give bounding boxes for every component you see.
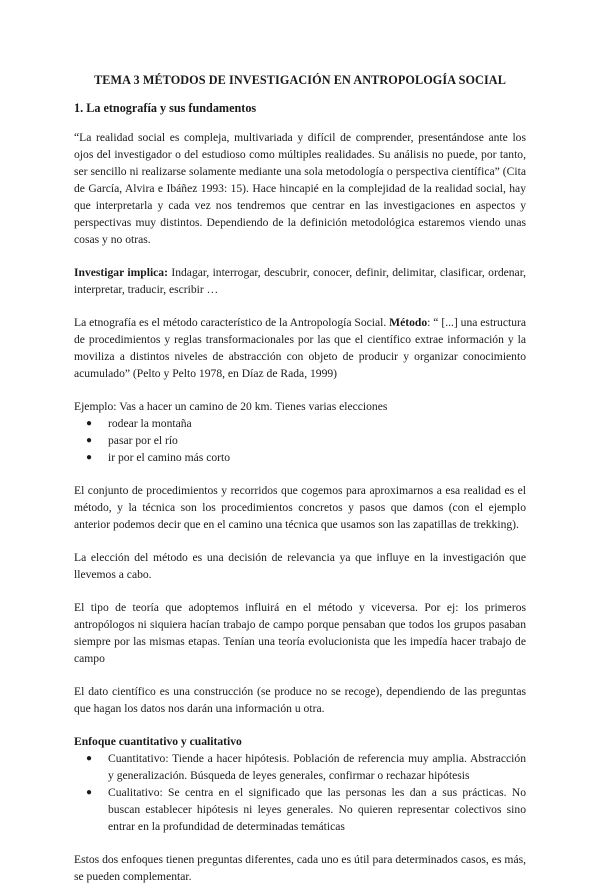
paragraph-complementar: Estos dos enfoques tienen preguntas diferentes, cada uno es útil para determinados casos, es más, se pueden complementar. bbox=[74, 853, 526, 883]
approach-list bbox=[74, 750, 526, 835]
bullet-icon: ● bbox=[86, 452, 93, 463]
section-heading-etnografia: 1. La etnografía y sus fundamentos bbox=[74, 101, 257, 115]
example-list bbox=[74, 415, 526, 466]
paragraph-metodo bbox=[74, 314, 526, 382]
list-item: ● rodear la montaña bbox=[86, 417, 192, 430]
list-item: ● ir por el camino más corto bbox=[86, 451, 231, 464]
list-item: ● pasar por el río bbox=[86, 434, 178, 447]
paragraph-realidad-social: “La realidad social es compleja, multivariada y difícil de comprender, presentándose ante los ojos del investigador o del estudioso como múltiples realidades. Su análisis no puede, por tanto, ser sencillo ni realizarse solamente mediante una sola metodología o perspectiva científica” (Cita de García, Alvira e Ibáñez 1993: 15). Hace hincapié en la complejidad de la realidad social, hay que interpretarla y cada vez nos tendremos que centrar en las investigaciones en aspectos y perspectivas muy distintos. Dependiendo de la definición metodológica estaremos viendo unas cosas y no otras. bbox=[74, 131, 526, 246]
bullet-icon: ● bbox=[86, 435, 93, 446]
paragraph-metodo-tecnica: El conjunto de procedimientos y recorridos que cogemos para aproximarnos a esa realidad es el método, y la técnica son los procedimientos concretos y pasos que damos (con el ejemplo anterior podemos decir que en el camino una técnica que usamos son las zapatillas de trekking). bbox=[74, 484, 526, 531]
section-heading-enfoques: Enfoque cuantitativo y cualitativo bbox=[74, 735, 242, 748]
bullet-icon: ● bbox=[86, 418, 93, 429]
list-item: ● Cuantitativo: Tiende a hacer hipótesis. Población de referencia muy amplia. Abstracción y generalización. Búsqueda de leyes generales, confirmar o rechazar hipótesis bbox=[86, 752, 526, 782]
paragraph-dato-cientifico: El dato científico es una construcción (se produce no se recoge), dependiendo de las preguntas que hagan los datos nos darán una información u otra. bbox=[74, 685, 526, 715]
metodo-intro: La etnografía es el método característico de la Antropología Social. bbox=[74, 316, 390, 329]
paragraph-teoria: El tipo de teoría que adoptemos influirá en el método y viceversa. Por ej: los primeros antropólogos ni siquiera hacían trabajo de campo porque pensaban que todos los grupos pasaban siempre por las mismas etapas. Tenían una teoría evolucionista que les impedía hacer trabajo de campo bbox=[74, 601, 526, 665]
bullet-icon: ● bbox=[86, 787, 93, 798]
bullet-icon: ● bbox=[86, 753, 93, 764]
paragraph-eleccion-metodo: La elección del método es una decisión de relevancia ya que influye en la investigación que llevemos a cabo. bbox=[74, 551, 526, 581]
metodo-label: Método bbox=[389, 316, 428, 329]
investigar-text: Indagar, interrogar, descubrir, conocer, definir, delimitar, clasificar, ordenar, interpretar, traducir, escribir … bbox=[74, 266, 526, 296]
list-item: ● Cualitativo: Se centra en el significado que las personas les dan a sus prácticas. No buscan establecer hipótesis ni leyes generales. No quieren representar colectivos sino entrar en la profundidad de determinadas temáticas bbox=[86, 786, 526, 833]
page-title: TEMA 3 MÉTODOS DE INVESTIGACIÓN EN ANTROPOLOGÍA SOCIAL bbox=[94, 73, 506, 87]
paragraph-investigar-implica bbox=[74, 264, 526, 298]
example-intro: Ejemplo: Vas a hacer un camino de 20 km. Tienes varias elecciones bbox=[74, 400, 388, 413]
metodo-definition: : “ [...] una estructura de procedimientos y reglas transformacionales por las que el científico extrae información y la moviliza a distintos niveles de abstracción con objeto de producir y organizar conocimiento acumulado” (Pelto y Pelto 1978, en Díaz de Rada, 1999) bbox=[74, 316, 526, 380]
investigar-label: Investigar implica: bbox=[74, 266, 168, 279]
